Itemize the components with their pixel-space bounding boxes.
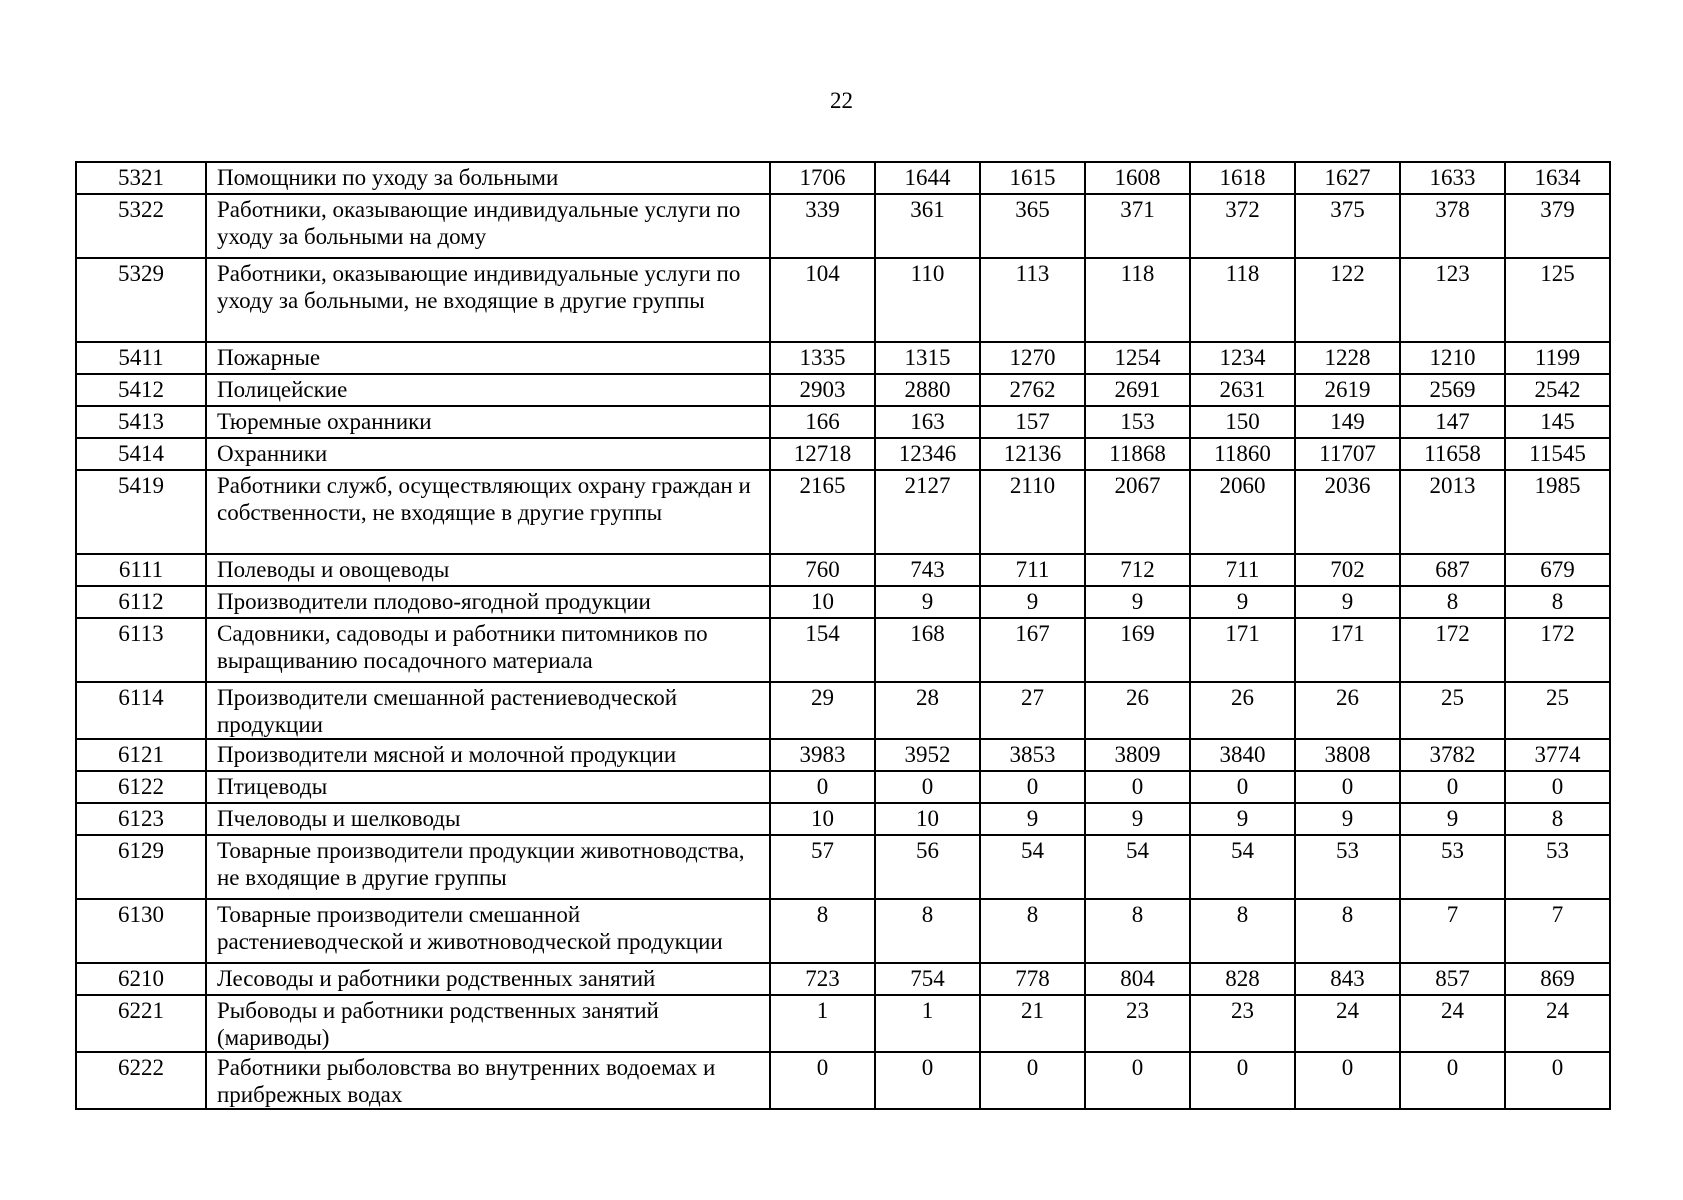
occupation-code-cell: 6210 <box>76 963 206 995</box>
value-cell: 8 <box>1085 899 1190 963</box>
value-cell: 157 <box>980 406 1085 438</box>
value-cell: 711 <box>1190 554 1295 586</box>
value-cell: 8 <box>1505 586 1610 618</box>
value-cell: 113 <box>980 258 1085 342</box>
value-cell: 687 <box>1400 554 1505 586</box>
value-cell: 2013 <box>1400 470 1505 554</box>
value-cell: 0 <box>980 1052 1085 1109</box>
value-cell: 24 <box>1295 995 1400 1052</box>
occupation-name-cell: Помощники по уходу за больными <box>206 162 770 194</box>
value-cell: 2036 <box>1295 470 1400 554</box>
table-body <box>76 162 1610 1109</box>
value-cell: 361 <box>875 194 980 258</box>
occupation-code-cell: 6114 <box>76 682 206 739</box>
table-row <box>76 470 1610 554</box>
value-cell: 0 <box>770 771 875 803</box>
value-cell: 760 <box>770 554 875 586</box>
value-cell: 8 <box>1400 586 1505 618</box>
occupation-table-container <box>75 161 1609 1110</box>
value-cell: 163 <box>875 406 980 438</box>
occupation-table <box>75 161 1611 1110</box>
value-cell: 26 <box>1085 682 1190 739</box>
value-cell: 56 <box>875 835 980 899</box>
value-cell: 10 <box>770 803 875 835</box>
table-row <box>76 963 1610 995</box>
value-cell: 2127 <box>875 470 980 554</box>
value-cell: 723 <box>770 963 875 995</box>
occupation-code-cell: 6111 <box>76 554 206 586</box>
value-cell: 0 <box>770 1052 875 1109</box>
value-cell: 711 <box>980 554 1085 586</box>
value-cell: 3853 <box>980 739 1085 771</box>
value-cell: 1615 <box>980 162 1085 194</box>
value-cell: 154 <box>770 618 875 682</box>
value-cell: 2762 <box>980 374 1085 406</box>
value-cell: 104 <box>770 258 875 342</box>
value-cell: 843 <box>1295 963 1400 995</box>
value-cell: 53 <box>1505 835 1610 899</box>
occupation-name-cell: Охранники <box>206 438 770 470</box>
value-cell: 9 <box>1085 586 1190 618</box>
page-number: 22 <box>830 88 853 113</box>
value-cell: 118 <box>1190 258 1295 342</box>
value-cell: 12346 <box>875 438 980 470</box>
value-cell: 10 <box>875 803 980 835</box>
value-cell: 11868 <box>1085 438 1190 470</box>
value-cell: 12718 <box>770 438 875 470</box>
value-cell: 7 <box>1505 899 1610 963</box>
value-cell: 2691 <box>1085 374 1190 406</box>
occupation-name-cell: Птицеводы <box>206 771 770 803</box>
value-cell: 54 <box>1085 835 1190 899</box>
value-cell: 149 <box>1295 406 1400 438</box>
value-cell: 8 <box>875 899 980 963</box>
value-cell: 778 <box>980 963 1085 995</box>
value-cell: 11860 <box>1190 438 1295 470</box>
table-row <box>76 586 1610 618</box>
value-cell: 9 <box>980 586 1085 618</box>
value-cell: 702 <box>1295 554 1400 586</box>
value-cell: 11545 <box>1505 438 1610 470</box>
occupation-code-cell: 6130 <box>76 899 206 963</box>
occupation-name-cell: Производители мясной и молочной продукции <box>206 739 770 771</box>
occupation-code-cell: 6121 <box>76 739 206 771</box>
value-cell: 172 <box>1505 618 1610 682</box>
value-cell: 1618 <box>1190 162 1295 194</box>
table-row <box>76 803 1610 835</box>
value-cell: 0 <box>1190 771 1295 803</box>
value-cell: 24 <box>1505 995 1610 1052</box>
table-row <box>76 554 1610 586</box>
value-cell: 9 <box>1295 803 1400 835</box>
value-cell: 123 <box>1400 258 1505 342</box>
table-row <box>76 406 1610 438</box>
value-cell: 27 <box>980 682 1085 739</box>
value-cell: 9 <box>875 586 980 618</box>
occupation-name-cell: Полицейские <box>206 374 770 406</box>
value-cell: 23 <box>1085 995 1190 1052</box>
value-cell: 28 <box>875 682 980 739</box>
table-row <box>76 682 1610 739</box>
value-cell: 1644 <box>875 162 980 194</box>
table-row <box>76 771 1610 803</box>
value-cell: 365 <box>980 194 1085 258</box>
table-row <box>76 258 1610 342</box>
occupation-code-cell: 6221 <box>76 995 206 1052</box>
value-cell: 10 <box>770 586 875 618</box>
value-cell: 1 <box>875 995 980 1052</box>
table-row <box>76 342 1610 374</box>
value-cell: 1627 <box>1295 162 1400 194</box>
occupation-code-cell: 6222 <box>76 1052 206 1109</box>
value-cell: 9 <box>1190 803 1295 835</box>
value-cell: 2619 <box>1295 374 1400 406</box>
value-cell: 125 <box>1505 258 1610 342</box>
value-cell: 1 <box>770 995 875 1052</box>
value-cell: 0 <box>875 771 980 803</box>
value-cell: 2903 <box>770 374 875 406</box>
occupation-code-cell: 5321 <box>76 162 206 194</box>
table-row <box>76 995 1610 1052</box>
value-cell: 9 <box>1190 586 1295 618</box>
value-cell: 712 <box>1085 554 1190 586</box>
value-cell: 21 <box>980 995 1085 1052</box>
value-cell: 54 <box>980 835 1085 899</box>
table-row <box>76 1052 1610 1109</box>
occupation-code-cell: 6129 <box>76 835 206 899</box>
value-cell: 0 <box>980 771 1085 803</box>
occupation-name-cell: Пожарные <box>206 342 770 374</box>
value-cell: 1706 <box>770 162 875 194</box>
value-cell: 0 <box>1400 771 1505 803</box>
occupation-code-cell: 5412 <box>76 374 206 406</box>
occupation-code-cell: 5419 <box>76 470 206 554</box>
occupation-code-cell: 6113 <box>76 618 206 682</box>
value-cell: 754 <box>875 963 980 995</box>
value-cell: 53 <box>1400 835 1505 899</box>
table-row <box>76 162 1610 194</box>
value-cell: 378 <box>1400 194 1505 258</box>
value-cell: 2060 <box>1190 470 1295 554</box>
value-cell: 8 <box>1190 899 1295 963</box>
value-cell: 1315 <box>875 342 980 374</box>
value-cell: 1985 <box>1505 470 1610 554</box>
occupation-name-cell: Полеводы и овощеводы <box>206 554 770 586</box>
table-row <box>76 739 1610 771</box>
value-cell: 857 <box>1400 963 1505 995</box>
value-cell: 0 <box>1190 1052 1295 1109</box>
value-cell: 110 <box>875 258 980 342</box>
value-cell: 26 <box>1190 682 1295 739</box>
value-cell: 339 <box>770 194 875 258</box>
value-cell: 1210 <box>1400 342 1505 374</box>
value-cell: 743 <box>875 554 980 586</box>
occupation-code-cell: 5411 <box>76 342 206 374</box>
value-cell: 169 <box>1085 618 1190 682</box>
value-cell: 3809 <box>1085 739 1190 771</box>
value-cell: 171 <box>1190 618 1295 682</box>
value-cell: 25 <box>1505 682 1610 739</box>
value-cell: 168 <box>875 618 980 682</box>
value-cell: 57 <box>770 835 875 899</box>
value-cell: 0 <box>1085 771 1190 803</box>
table-row <box>76 618 1610 682</box>
value-cell: 1634 <box>1505 162 1610 194</box>
value-cell: 172 <box>1400 618 1505 682</box>
value-cell: 1633 <box>1400 162 1505 194</box>
value-cell: 3808 <box>1295 739 1400 771</box>
value-cell: 153 <box>1085 406 1190 438</box>
value-cell: 118 <box>1085 258 1190 342</box>
value-cell: 2067 <box>1085 470 1190 554</box>
value-cell: 54 <box>1190 835 1295 899</box>
occupation-code-cell: 5414 <box>76 438 206 470</box>
occupation-name-cell: Тюремные охранники <box>206 406 770 438</box>
value-cell: 25 <box>1400 682 1505 739</box>
value-cell: 0 <box>1295 1052 1400 1109</box>
occupation-name-cell: Производители плодово-ягодной продукции <box>206 586 770 618</box>
table-row <box>76 438 1610 470</box>
value-cell: 23 <box>1190 995 1295 1052</box>
occupation-name-cell: Товарные производители продукции животноводства, не входящие в другие группы <box>206 835 770 899</box>
occupation-name-cell: Пчеловоды и шелководы <box>206 803 770 835</box>
value-cell: 11707 <box>1295 438 1400 470</box>
occupation-name-cell: Товарные производители смешанной растениеводческой и животноводческой продукции <box>206 899 770 963</box>
occupation-code-cell: 5413 <box>76 406 206 438</box>
value-cell: 2542 <box>1505 374 1610 406</box>
table-row <box>76 194 1610 258</box>
occupation-name-cell: Садовники, садоводы и работники питомников по выращиванию посадочного материала <box>206 618 770 682</box>
value-cell: 1335 <box>770 342 875 374</box>
value-cell: 26 <box>1295 682 1400 739</box>
value-cell: 171 <box>1295 618 1400 682</box>
value-cell: 122 <box>1295 258 1400 342</box>
value-cell: 11658 <box>1400 438 1505 470</box>
occupation-name-cell: Лесоводы и работники родственных занятий <box>206 963 770 995</box>
value-cell: 379 <box>1505 194 1610 258</box>
value-cell: 2880 <box>875 374 980 406</box>
value-cell: 1254 <box>1085 342 1190 374</box>
table-row <box>76 899 1610 963</box>
occupation-code-cell: 5329 <box>76 258 206 342</box>
value-cell: 9 <box>1295 586 1400 618</box>
occupation-name-cell: Работники служб, осуществляющих охрану граждан и собственности, не входящие в другие группы <box>206 470 770 554</box>
occupation-name-cell: Работники рыболовства во внутренних водоемах и прибрежных водах <box>206 1052 770 1109</box>
value-cell: 828 <box>1190 963 1295 995</box>
value-cell: 1228 <box>1295 342 1400 374</box>
value-cell: 2631 <box>1190 374 1295 406</box>
value-cell: 679 <box>1505 554 1610 586</box>
value-cell: 1234 <box>1190 342 1295 374</box>
value-cell: 3952 <box>875 739 980 771</box>
table-row <box>76 374 1610 406</box>
value-cell: 9 <box>1400 803 1505 835</box>
table-row <box>76 835 1610 899</box>
value-cell: 2569 <box>1400 374 1505 406</box>
value-cell: 29 <box>770 682 875 739</box>
value-cell: 8 <box>770 899 875 963</box>
value-cell: 372 <box>1190 194 1295 258</box>
value-cell: 167 <box>980 618 1085 682</box>
value-cell: 24 <box>1400 995 1505 1052</box>
value-cell: 166 <box>770 406 875 438</box>
value-cell: 1199 <box>1505 342 1610 374</box>
value-cell: 2165 <box>770 470 875 554</box>
value-cell: 375 <box>1295 194 1400 258</box>
value-cell: 3782 <box>1400 739 1505 771</box>
value-cell: 7 <box>1400 899 1505 963</box>
value-cell: 3840 <box>1190 739 1295 771</box>
value-cell: 12136 <box>980 438 1085 470</box>
value-cell: 1608 <box>1085 162 1190 194</box>
value-cell: 53 <box>1295 835 1400 899</box>
occupation-code-cell: 6123 <box>76 803 206 835</box>
value-cell: 9 <box>1085 803 1190 835</box>
value-cell: 145 <box>1505 406 1610 438</box>
value-cell: 8 <box>980 899 1085 963</box>
value-cell: 3774 <box>1505 739 1610 771</box>
occupation-name-cell: Рыбоводы и работники родственных занятий (мариводы) <box>206 995 770 1052</box>
occupation-code-cell: 6122 <box>76 771 206 803</box>
value-cell: 0 <box>1400 1052 1505 1109</box>
value-cell: 147 <box>1400 406 1505 438</box>
value-cell: 0 <box>875 1052 980 1109</box>
value-cell: 8 <box>1295 899 1400 963</box>
value-cell: 3983 <box>770 739 875 771</box>
value-cell: 0 <box>1505 771 1610 803</box>
occupation-name-cell: Работники, оказывающие индивидуальные услуги по уходу за больными на дому <box>206 194 770 258</box>
value-cell: 0 <box>1505 1052 1610 1109</box>
value-cell: 804 <box>1085 963 1190 995</box>
occupation-name-cell: Производители смешанной растениеводческой продукции <box>206 682 770 739</box>
value-cell: 8 <box>1505 803 1610 835</box>
value-cell: 0 <box>1295 771 1400 803</box>
value-cell: 150 <box>1190 406 1295 438</box>
value-cell: 1270 <box>980 342 1085 374</box>
occupation-name-cell: Работники, оказывающие индивидуальные услуги по уходу за больными, не входящие в другие группы <box>206 258 770 342</box>
value-cell: 0 <box>1085 1052 1190 1109</box>
value-cell: 371 <box>1085 194 1190 258</box>
occupation-code-cell: 5322 <box>76 194 206 258</box>
occupation-code-cell: 6112 <box>76 586 206 618</box>
value-cell: 9 <box>980 803 1085 835</box>
value-cell: 869 <box>1505 963 1610 995</box>
value-cell: 2110 <box>980 470 1085 554</box>
